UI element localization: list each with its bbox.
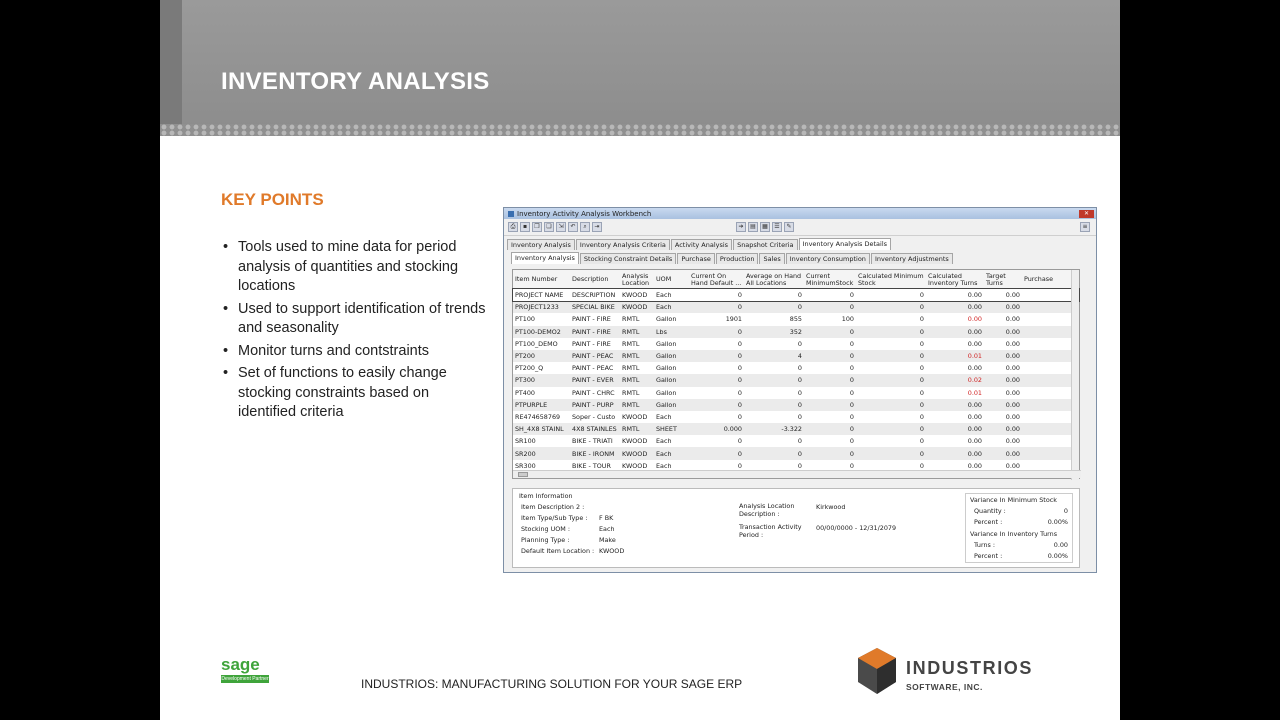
pct2-label: Percent : (974, 552, 1003, 560)
table-cell: 0 (737, 437, 742, 446)
table-cell: 0 (737, 376, 742, 385)
workbench-screenshot (503, 207, 1097, 573)
table-cell: SH_4X8 STAINL (515, 425, 564, 434)
table-cell: 0 (849, 352, 854, 361)
variance-box (965, 493, 1073, 563)
column-header[interactable]: Current MinimumStock (806, 272, 854, 287)
table-cell: PAINT - CHRC (572, 388, 615, 397)
table-cell: 0 (797, 388, 802, 397)
table-cell: 0.00 (1005, 425, 1020, 434)
table-cell: 0.00 (1005, 461, 1020, 470)
default-loc-value: KWOOD (599, 547, 625, 555)
table-cell: PAINT - PEAC (572, 364, 614, 373)
loc-desc-label: Analysis Location Description : (739, 502, 795, 518)
table-cell: 0.00 (1005, 376, 1020, 385)
table-cell: 0 (919, 437, 924, 446)
industrios-logo (854, 644, 1064, 698)
table-cell: PT400 (515, 388, 535, 397)
column-header[interactable]: Current On Hand Default ... (691, 272, 742, 287)
column-header[interactable]: Purchase (1024, 276, 1054, 283)
table-cell: RMTL (622, 339, 640, 348)
table-cell: BIKE - TRIATI (572, 437, 613, 446)
table-cell: 100 (841, 315, 854, 324)
table-cell: 0 (849, 449, 854, 458)
table-cell: RE474658769 (515, 412, 561, 421)
table-row[interactable] (513, 387, 1079, 399)
column-header[interactable]: Calculated Minimum Stock (858, 272, 924, 287)
table-row[interactable] (513, 411, 1079, 423)
table-cell: 0 (919, 339, 924, 348)
table-cell: PT200 (515, 352, 535, 361)
table-cell: 0.00 (967, 291, 982, 300)
table-cell: 0.00 (1005, 291, 1020, 300)
company-name: INDUSTRIOS (906, 658, 1034, 678)
table-row[interactable] (513, 435, 1079, 447)
table-cell: 0.01 (967, 352, 982, 361)
sage-partner-badge: Development Partner (221, 676, 269, 682)
table-cell: RMTL (622, 388, 640, 397)
table-cell: 0 (849, 303, 854, 312)
table-cell: 1901 (725, 315, 742, 324)
subtab-sales[interactable]: Sales (759, 253, 784, 264)
table-cell: 0.00 (967, 412, 982, 421)
table-row[interactable] (513, 350, 1079, 362)
table-cell: RMTL (622, 376, 640, 385)
table-cell: KWOOD (622, 303, 648, 312)
export-icon[interactable]: ⇲ (556, 222, 566, 232)
hexagon-cube-icon (854, 644, 900, 698)
table-cell: 0 (797, 449, 802, 458)
table-cell: 0 (919, 388, 924, 397)
table-cell: PAINT - FIRE (572, 327, 611, 336)
bullet-item: • Used to support identification of trends and seasonality (222, 300, 487, 339)
table-cell: 0 (737, 303, 742, 312)
table-cell: 0.00 (1005, 364, 1020, 373)
table-cell: PROJECT NAME (515, 291, 564, 300)
table-row[interactable] (513, 399, 1079, 411)
table-row[interactable] (513, 301, 1079, 313)
column-header[interactable]: Item Number (515, 276, 558, 283)
table-cell: 0 (797, 400, 802, 409)
table-cell: 0 (737, 412, 742, 421)
table-cell: RMTL (622, 327, 640, 336)
table-cell: Each (656, 461, 672, 470)
table-row[interactable] (513, 423, 1079, 435)
table-cell: 0 (797, 364, 802, 373)
horizontal-scrollbar[interactable] (513, 470, 1081, 478)
hexagon-pattern (160, 124, 1120, 136)
header-accent-strip (160, 0, 182, 136)
table-cell: 0 (919, 449, 924, 458)
bullet-list (222, 238, 487, 426)
table-cell: PT100_DEMO (515, 339, 558, 348)
table-cell: 0.00 (967, 425, 982, 434)
table-cell: Gallon (656, 388, 677, 397)
table-cell: 0 (737, 339, 742, 348)
table-cell: 4X8 STAINLES (572, 425, 617, 434)
subtab-inventory-analysis[interactable]: Inventory Analysis (511, 252, 579, 264)
column-header[interactable]: Calculated Inventory Turns (928, 272, 978, 287)
table-cell: 0.00 (1005, 339, 1020, 348)
table-row[interactable] (513, 313, 1079, 325)
table-cell: 0 (737, 327, 742, 336)
window-title: Inventory Activity Analysis Workbench (517, 209, 652, 218)
sub-tab-bar (508, 252, 1096, 264)
grid-body (513, 270, 1079, 472)
table-cell: 0.000 (723, 425, 742, 434)
turns-value: 0.00 (1053, 541, 1068, 549)
table-row[interactable] (513, 447, 1079, 459)
table-cell: 0 (919, 376, 924, 385)
table-cell: 0 (797, 303, 802, 312)
table-cell: PAINT - FIRE (572, 315, 611, 324)
table-cell: Each (656, 437, 672, 446)
scroll-thumb[interactable] (518, 472, 528, 477)
table-cell: KWOOD (622, 449, 648, 458)
var-min-heading: Variance In Minimum Stock (970, 496, 1057, 504)
table-cell: Each (656, 303, 672, 312)
table-cell: Gallon (656, 400, 677, 409)
table-cell: 0 (797, 291, 802, 300)
table-cell: 0.02 (967, 376, 982, 385)
table-cell: 0 (737, 400, 742, 409)
column-header[interactable]: Average on Hand All Locations (746, 272, 802, 287)
table-cell: Soper - Custo (572, 412, 616, 421)
arrow-icon[interactable]: ➔ (736, 222, 746, 232)
period-value: 00/00/0000 - 12/31/2079 (816, 524, 897, 532)
planning-label: Planning Type : (521, 536, 570, 544)
table-cell: 0.00 (967, 449, 982, 458)
table-cell: 0.00 (1005, 352, 1020, 361)
table-cell: 0.00 (1005, 437, 1020, 446)
table-cell: PAINT - PURP (572, 400, 614, 409)
table-row[interactable] (513, 362, 1079, 374)
table-cell: PAINT - PEAC (572, 352, 614, 361)
table-cell: 0.01 (967, 388, 982, 397)
table-cell: 0 (849, 291, 854, 300)
table-cell: SR200 (515, 449, 536, 458)
table-header (513, 270, 1079, 289)
qty-label: Quantity : (974, 507, 1006, 515)
close-button[interactable]: ✕ (1079, 210, 1094, 218)
table-cell: Each (656, 291, 672, 300)
footer-text: INDUSTRIOS: MANUFACTURING SOLUTION FOR YOUR SAGE ERP (361, 677, 743, 691)
table-cell: 0 (849, 437, 854, 446)
window-titlebar (504, 208, 1096, 219)
report-icon[interactable]: ▤ (748, 222, 758, 232)
table-cell: Lbs (656, 327, 667, 336)
table-cell: 0 (919, 425, 924, 434)
table-cell: Gallon (656, 352, 677, 361)
key-points-heading: KEY POINTS (221, 190, 324, 209)
table-row[interactable] (513, 338, 1079, 350)
table-cell: BIKE - TOUR (572, 461, 611, 470)
bullet-item: • Set of functions to easily change stocking constraints based on identified criteria (222, 364, 487, 423)
table-cell: 0 (737, 461, 742, 470)
grid-icon[interactable]: ▦ (760, 222, 770, 232)
table-cell: KWOOD (622, 291, 648, 300)
table-cell: 0 (919, 327, 924, 336)
table-cell: 0 (919, 315, 924, 324)
table-cell: PT100-DEMO2 (515, 327, 561, 336)
table-cell: 0.00 (1005, 449, 1020, 458)
table-cell: 0 (849, 364, 854, 373)
table-cell: 0.00 (1005, 388, 1020, 397)
toolbar (504, 219, 1096, 236)
pct2-value: 0.00% (1047, 552, 1068, 560)
table-cell: Each (656, 412, 672, 421)
table-cell: 0.00 (967, 364, 982, 373)
table-cell: PAINT - FIRE (572, 339, 611, 348)
table-cell: 0.00 (967, 327, 982, 336)
subtab-adjustments[interactable]: Inventory Adjustments (871, 253, 953, 264)
table-cell: 0 (849, 425, 854, 434)
menu-icon[interactable]: ≡ (1080, 222, 1090, 232)
table-cell: 0 (849, 461, 854, 470)
note-icon[interactable]: ✎ (784, 222, 794, 232)
table-cell: 0.00 (1005, 327, 1020, 336)
slide (160, 0, 1120, 720)
var-turns-heading: Variance In Inventory Turns (970, 530, 1058, 538)
table-cell: Gallon (656, 364, 677, 373)
qty-value: 0 (1063, 507, 1068, 515)
table-cell: SR100 (515, 437, 536, 446)
table-cell: Gallon (656, 376, 677, 385)
desc2-label: Item Description 2 : (521, 503, 585, 511)
table-cell: 0 (737, 364, 742, 373)
pct-label: Percent : (974, 518, 1003, 526)
table-cell: 0 (849, 327, 854, 336)
table-cell: 0 (919, 400, 924, 409)
table-cell: PT200_Q (515, 364, 544, 373)
undo-icon[interactable]: ↶ (568, 222, 578, 232)
table-cell: Each (656, 449, 672, 458)
item-info-panel (512, 488, 1080, 568)
table-cell: 0.00 (967, 303, 982, 312)
subtab-production[interactable]: Production (716, 253, 759, 264)
table-cell: 0 (737, 291, 742, 300)
table-cell: BIKE - IRONM (572, 449, 615, 458)
table-row[interactable] (513, 326, 1079, 338)
table-cell: 0 (737, 449, 742, 458)
table-cell: 4 (797, 352, 802, 361)
pct-value: 0.00% (1047, 518, 1068, 526)
table-cell: 0 (849, 400, 854, 409)
table-cell: PT100 (515, 315, 535, 324)
table-cell: 0 (797, 339, 802, 348)
table-row[interactable] (513, 289, 1079, 301)
table-cell: 0.00 (1005, 412, 1020, 421)
subtab-purchase[interactable]: Purchase (677, 253, 715, 264)
table-cell: 0 (737, 388, 742, 397)
default-loc-label: Default Item Location : (521, 547, 595, 555)
company-subtitle: SOFTWARE, INC. (906, 682, 983, 692)
table-cell: 352 (789, 327, 802, 336)
table-cell: 0.00 (967, 400, 982, 409)
uom-label: Stocking UOM : (521, 525, 571, 533)
vertical-scrollbar[interactable] (1071, 270, 1079, 480)
sage-wordmark: sage (221, 655, 260, 674)
table-cell: DESCRIPTION (572, 291, 616, 300)
table-cell: 0 (797, 412, 802, 421)
table-cell: 0 (797, 376, 802, 385)
table-cell: SPECIAL BIKE (572, 303, 615, 312)
column-header[interactable]: UOM (656, 276, 672, 283)
table-cell: KWOOD (622, 412, 648, 421)
sage-logo (221, 656, 269, 690)
table-cell: 0 (919, 303, 924, 312)
bullet-item: • Monitor turns and contstraints (222, 342, 487, 362)
table-cell: 0 (849, 388, 854, 397)
type-label: Item Type/Sub Type : (521, 514, 588, 522)
loc-desc-value: Kirkwood (816, 503, 846, 511)
table-cell: Gallon (656, 339, 677, 348)
info-heading: Item Information (519, 492, 573, 500)
table-cell: 0 (849, 412, 854, 421)
top-tab-bar (504, 237, 1096, 250)
table-cell: RMTL (622, 315, 640, 324)
subtab-consumption[interactable]: Inventory Consumption (786, 253, 870, 264)
bullet-item: • Tools used to mine data for period analysis of quantities and stocking locations (222, 238, 487, 297)
list-icon[interactable]: ☰ (772, 222, 782, 232)
table-cell: PTPURPLE (515, 400, 548, 409)
print-icon[interactable]: ⎙ (508, 222, 518, 232)
column-header[interactable]: Description (572, 276, 609, 283)
uom-value: Each (599, 525, 615, 533)
table-cell: 855 (789, 315, 802, 324)
table-cell: -3.322 (781, 425, 802, 434)
table-cell: 0.00 (967, 339, 982, 348)
table-cell: 0 (919, 352, 924, 361)
tab-snapshot-criteria[interactable]: Snapshot Criteria (733, 239, 797, 250)
table-cell: RMTL (622, 425, 640, 434)
table-cell: RMTL (622, 400, 640, 409)
copy-icon[interactable]: ❐ (532, 222, 542, 232)
subtab-stocking-constraints[interactable]: Stocking Constraint Details (580, 253, 676, 264)
tab-activity-analysis[interactable]: Activity Analysis (671, 239, 732, 250)
table-cell: Gallon (656, 315, 677, 324)
table-cell: PAINT - EVER (572, 376, 614, 385)
tab-analysis-criteria[interactable]: Inventory Analysis Criteria (576, 239, 670, 250)
table-cell: 0 (919, 291, 924, 300)
tab-analysis-details[interactable]: Inventory Analysis Details (799, 238, 892, 250)
table-cell: 0 (797, 461, 802, 470)
table-cell: 0.00 (1005, 400, 1020, 409)
turns-label: Turns : (974, 541, 996, 549)
table-cell: 0 (919, 461, 924, 470)
table-cell: 0 (919, 364, 924, 373)
table-cell: PT300 (515, 376, 535, 385)
analysis-grid (512, 269, 1080, 479)
tab-inventory-analysis[interactable]: Inventory Analysis (507, 239, 575, 250)
table-cell: 0 (737, 352, 742, 361)
table-cell: SR300 (515, 461, 536, 470)
table-cell: RMTL (622, 364, 640, 373)
table-cell: KWOOD (622, 437, 648, 446)
table-cell: 0.00 (967, 461, 982, 470)
table-cell: 0.00 (967, 315, 982, 324)
app-icon (508, 211, 514, 217)
page-title: INVENTORY ANALYSIS (221, 68, 490, 95)
table-cell: KWOOD (622, 461, 648, 470)
table-cell: 0.00 (967, 437, 982, 446)
table-cell: 0.00 (1005, 315, 1020, 324)
column-header[interactable]: Target Turns (986, 272, 1006, 287)
save-icon[interactable]: ▪ (520, 222, 530, 232)
planning-value: Make (599, 536, 616, 544)
paste-icon[interactable]: ❏ (544, 222, 554, 232)
table-cell: PROJECT1233 (515, 303, 559, 312)
table-cell: 0 (849, 376, 854, 385)
table-cell: 0 (797, 437, 802, 446)
period-label: Transaction Activity Period : (739, 523, 802, 539)
table-row[interactable] (513, 374, 1079, 386)
table-cell: 0 (849, 339, 854, 348)
type-value: F BK (599, 514, 614, 522)
table-cell: 0 (919, 412, 924, 421)
table-cell: RMTL (622, 352, 640, 361)
find-icon[interactable]: ⌕ (580, 222, 590, 232)
header-banner (160, 0, 1120, 136)
column-header[interactable]: Analysis Location (622, 272, 650, 287)
table-cell: 0.00 (1005, 303, 1020, 312)
exit-icon[interactable]: ⇥ (592, 222, 602, 232)
table-cell: SHEET (656, 425, 677, 434)
